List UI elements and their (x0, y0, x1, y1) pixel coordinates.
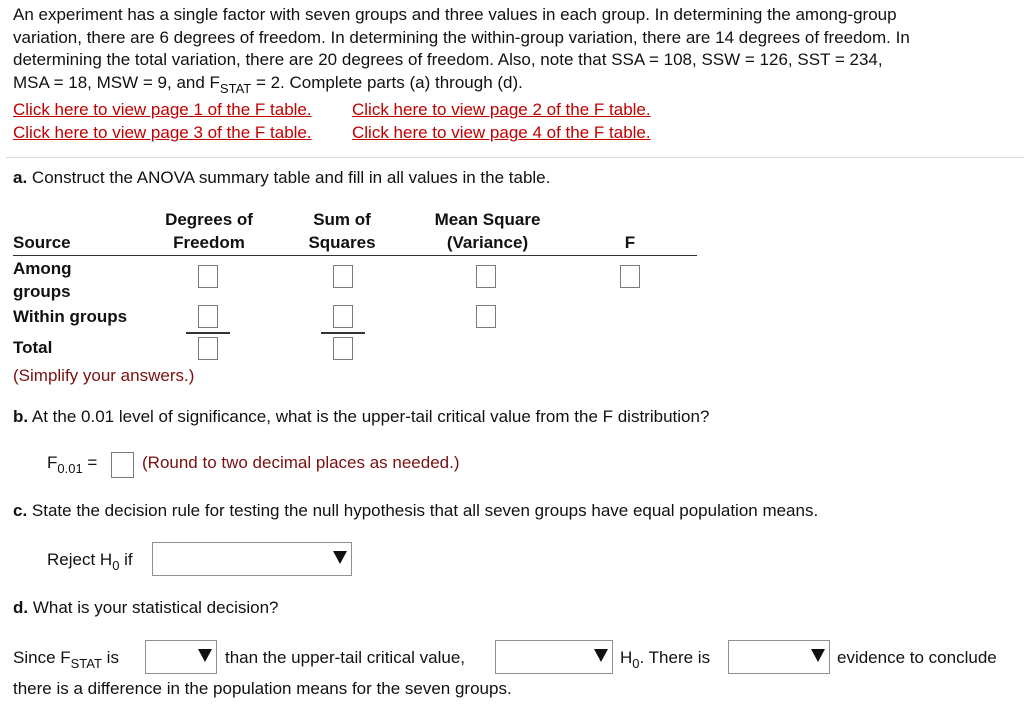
evidence-text: evidence to conclude (837, 648, 997, 667)
header-f: F (624, 233, 636, 252)
within-ms-input[interactable] (476, 305, 496, 328)
table-header-rule (13, 255, 697, 256)
total-df-input[interactable] (198, 337, 218, 360)
part-a-prompt (13, 168, 550, 188)
intro-line-3: determining the total variation, there are 20 degrees of freedom. Also, note that SSA = 108, SSW = 126, SST = 234, (13, 50, 883, 69)
within-ss-input[interactable] (333, 305, 353, 328)
comparison-dropdown[interactable] (145, 640, 217, 674)
row-among-line-2: groups (13, 282, 71, 301)
reject-pre: Reject H (47, 550, 113, 569)
since-pre: Since F (13, 648, 71, 667)
f-critical-label (47, 453, 98, 476)
header-ms-line-1: Mean Square (434, 210, 541, 229)
problem-statement (13, 4, 1013, 95)
since-fstat-subscript: STAT (70, 656, 102, 671)
f-critical-subscript: 0.01 (57, 461, 83, 476)
h0-post: . There is (639, 648, 711, 667)
chevron-down-icon (811, 649, 825, 662)
among-f-input[interactable] (620, 265, 640, 288)
f-critical-input[interactable] (111, 452, 134, 478)
part-c-letter: c. (13, 501, 28, 520)
header-ss-line-1: Sum of (313, 210, 371, 229)
df-total-rule (186, 332, 230, 334)
part-a-text: Construct the ANOVA summary table and fill in all values in the table. (27, 168, 551, 187)
round-note: (Round to two decimal places as needed.) (142, 453, 460, 472)
part-c-text: State the decision rule for testing the null hypothesis that all seven groups have equal population means. (27, 501, 819, 520)
row-among-line-1: Among (13, 259, 72, 278)
f-table-page-3-link[interactable]: Click here to view page 3 of the F table. (13, 123, 312, 142)
h0-d-subscript: 0 (632, 656, 640, 671)
conclusion-line-2: there is a difference in the population means for the seven groups. (13, 679, 512, 698)
total-ss-input[interactable] (333, 337, 353, 360)
f-critical-f: F (47, 453, 58, 472)
simplify-note: (Simplify your answers.) (13, 366, 195, 385)
ss-total-rule (321, 332, 365, 334)
part-a-letter: a. (13, 168, 28, 187)
intro-line-4 (13, 72, 1013, 96)
header-source: Source (13, 233, 71, 252)
row-within-groups-label: Within groups (13, 307, 128, 326)
than-critical-text: than the upper-tail critical value, (225, 648, 466, 667)
header-mean-square (410, 208, 565, 254)
within-df-input[interactable] (198, 305, 218, 328)
since-post: is (101, 648, 119, 667)
since-fstat-label (13, 648, 119, 671)
part-d-text: What is your statistical decision? (28, 598, 279, 617)
h0-subscript: 0 (112, 558, 120, 573)
intro-line-4-pre: MSA = 18, MSW = 9, and F (13, 72, 220, 92)
f-table-page-2-link[interactable]: Click here to view page 2 of the F table. (352, 100, 651, 119)
evidence-dropdown[interactable] (728, 640, 830, 674)
f-critical-equals: = (82, 453, 98, 472)
h0-there-is-text (620, 648, 711, 671)
chevron-down-icon (198, 649, 212, 662)
header-sum-of-squares (285, 208, 399, 254)
chevron-down-icon (333, 551, 347, 564)
reject-decision-dropdown[interactable] (495, 640, 613, 674)
reject-post: if (119, 550, 133, 569)
part-d-letter: d. (13, 598, 29, 617)
header-df-line-2: Freedom (173, 233, 245, 252)
intro-line-4-post: = 2. Complete parts (a) through (d). (251, 72, 523, 92)
header-df-line-1: Degrees of (165, 210, 253, 229)
header-degrees-of-freedom (140, 208, 278, 254)
among-df-input[interactable] (198, 265, 218, 288)
decision-rule-dropdown[interactable] (152, 542, 352, 576)
f-table-page-4-link[interactable]: Click here to view page 4 of the F table. (352, 123, 651, 142)
fstat-subscript: STAT (219, 80, 252, 96)
header-ss-line-2: Squares (308, 233, 376, 252)
intro-line-2: variation, there are 6 degrees of freedom. In determining the within-group variation, there are 14 degrees of freedom. In (13, 27, 910, 47)
header-ms-line-2: (Variance) (446, 233, 529, 252)
section-divider (6, 157, 1024, 158)
h0-pre: H (620, 648, 633, 667)
row-among-groups-label (13, 257, 72, 303)
chevron-down-icon (594, 649, 608, 662)
f-table-page-1-link[interactable]: Click here to view page 1 of the F table. (13, 100, 312, 119)
row-total-label: Total (13, 338, 53, 357)
among-ss-input[interactable] (333, 265, 353, 288)
intro-line-1: An experiment has a single factor with seven groups and three values in each group. In determining the among-group (13, 5, 897, 24)
part-b-prompt (13, 407, 709, 427)
among-ms-input[interactable] (476, 265, 496, 288)
reject-h0-label (47, 550, 133, 573)
part-c-prompt (13, 501, 818, 521)
part-b-text: At the 0.01 level of significance, what is the upper-tail critical value from the F distribution? (28, 407, 710, 426)
part-b-letter: b. (13, 407, 29, 426)
part-d-prompt (13, 598, 279, 618)
